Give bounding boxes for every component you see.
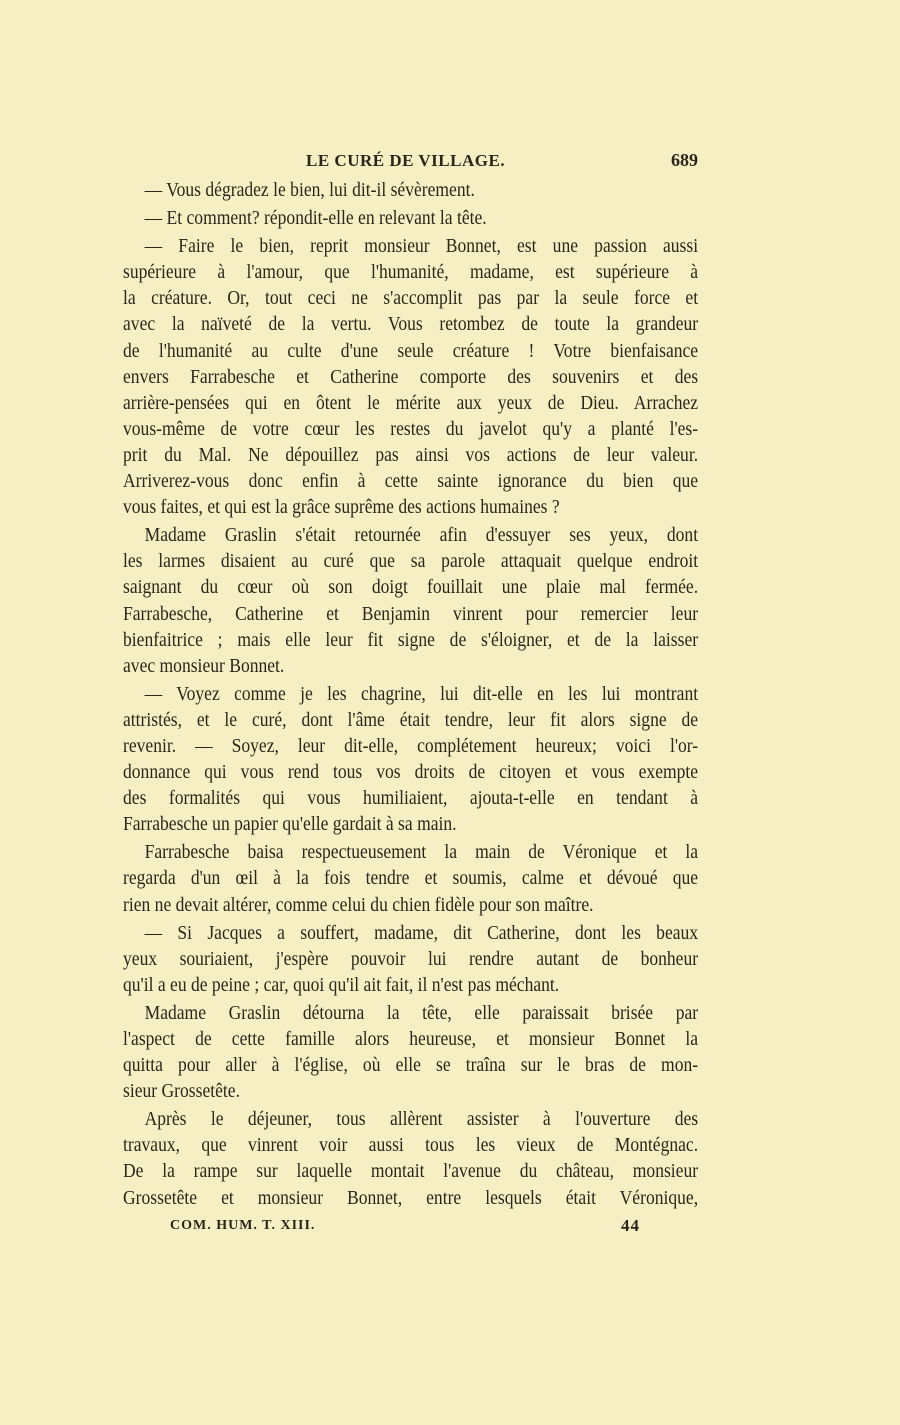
text-line: avec monsieur Bonnet. xyxy=(123,655,285,677)
text-line: des formalités qui vous humiliaient, ajouta-t-elle en tendant à xyxy=(123,788,699,810)
text-line: la créature. Or, tout ceci ne s'accomplit pas par la seule force et xyxy=(123,288,699,310)
paragraph xyxy=(123,206,698,232)
text-line: revenir. — Soyez, leur dit-elle, complétement heureux; voici l'or- xyxy=(123,735,699,757)
paragraph xyxy=(123,234,698,521)
paragraph xyxy=(123,921,698,999)
sheet-number: 44 xyxy=(621,1216,640,1235)
book-page xyxy=(123,148,698,1212)
page-header xyxy=(123,148,698,178)
text-line: avec la naïveté de la vertu. Vous retombez de toute la grandeur xyxy=(123,314,699,336)
paragraph xyxy=(123,1001,698,1105)
text-line: — Et comment? répondit-elle en relevant la tête. xyxy=(144,208,487,230)
text-line: yeux souriaient, j'espère pouvoir lui rendre autant de bonheur xyxy=(123,948,699,970)
text-line: supérieure à l'amour, que l'humanité, madame, est supérieure à xyxy=(123,262,699,284)
text-line: Grossetête et monsieur Bonnet, entre lesquels était Véronique, xyxy=(123,1187,699,1209)
running-title: LE CURÉ DE VILLAGE. xyxy=(306,151,506,170)
text-line: prit du Mal. Ne dépouillez pas ainsi vos actions de leur valeur. xyxy=(123,444,699,466)
text-line: sieur Grossetête. xyxy=(123,1081,240,1103)
paragraph xyxy=(123,178,698,204)
text-line: Arriverez-vous donc enfin à cette sainte ignorance du bien que xyxy=(123,471,699,493)
paragraph xyxy=(123,840,698,918)
paragraph xyxy=(123,523,698,680)
text-line: — Vous dégradez le bien, lui dit-il sévèrement. xyxy=(144,180,475,201)
text-line: De la rampe sur laquelle montait l'avenue du château, monsieur xyxy=(123,1161,699,1183)
text-line: rien ne devait altérer, comme celui du chien fidèle pour son maître. xyxy=(123,894,594,916)
text-line: attristés, et le curé, dont l'âme était tendre, leur fit alors signe de xyxy=(123,709,699,731)
text-line: Après le déjeuner, tous allèrent assister à l'ouverture des xyxy=(144,1109,699,1131)
text-line: envers Farrabesche et Catherine comporte des souvenirs et des xyxy=(123,366,699,388)
text-line: vous faites, et qui est la grâce suprême des actions humaines ? xyxy=(123,497,560,519)
text-line: Madame Graslin détourna la tête, elle paraissait brisée par xyxy=(144,1002,699,1024)
text-line: Farrabesche, Catherine et Benjamin vinrent pour remercier leur xyxy=(123,603,699,625)
body-text xyxy=(123,178,698,1212)
text-line: les larmes disaient au curé que sa parole attaquait quelque endroit xyxy=(123,551,699,573)
paragraph xyxy=(123,1107,698,1211)
text-line: travaux, que vinrent voir aussi tous les vieux de Montégnac. xyxy=(123,1135,699,1157)
paragraph xyxy=(123,682,698,839)
text-line: vous-même de votre cœur les restes du javelot qu'y a planté l'es- xyxy=(123,418,699,440)
signature-mark: COM. HUM. T. XIII. xyxy=(170,1218,316,1233)
text-line: Madame Graslin s'était retournée afin d'essuyer ses yeux, dont xyxy=(144,525,699,547)
text-line: Farrabesche un papier qu'elle gardait à sa main. xyxy=(123,814,457,836)
text-line: — Si Jacques a souffert, madame, dit Catherine, dont les beaux xyxy=(144,922,699,944)
text-line: arrière-pensées qui en ôtent le mérite aux yeux de Dieu. Arrachez xyxy=(123,392,699,414)
text-line: qu'il a eu de peine ; car, quoi qu'il ait fait, il n'est pas méchant. xyxy=(123,974,560,996)
text-line: saignant du cœur où son doigt fouillait une plaie mal fermée. xyxy=(123,577,699,599)
text-line: — Faire le bien, reprit monsieur Bonnet, est une passion aussi xyxy=(144,236,699,258)
text-line: — Voyez comme je les chagrine, lui dit-elle en les lui montrant xyxy=(144,683,699,705)
text-line: l'aspect de cette famille alors heureuse, et monsieur Bonnet la xyxy=(123,1029,699,1050)
text-line: de l'humanité au culte d'une seule créature ! Votre bienfaisance xyxy=(123,340,699,362)
text-line: regarda d'un œil à la fois tendre et soumis, calme et dévoué que xyxy=(123,868,699,890)
text-line: Farrabesche baisa respectueusement la main de Véronique et la xyxy=(144,842,699,864)
text-line: quitta pour aller à l'église, où elle se traîna sur le bras de mon- xyxy=(123,1055,699,1077)
text-line: bienfaitrice ; mais elle leur fit signe de s'éloigner, et de la laisser xyxy=(123,629,699,651)
page-number: 689 xyxy=(671,150,698,170)
text-line: donnance qui vous rend tous vos droits de citoyen et vous exempte xyxy=(123,762,699,784)
